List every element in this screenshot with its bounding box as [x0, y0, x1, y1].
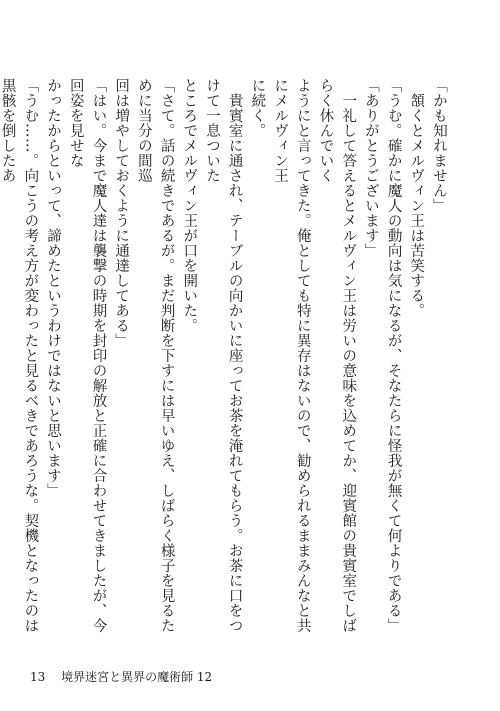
text-line: 貴賓室に通され、テーブルの向かいに座ってお茶を淹れてもらう。お茶に口をつけて一息ついた: [203, 78, 243, 633]
text-line: に続く。: [249, 78, 266, 138]
text-line: 回は増やしておくように通達してある」: [113, 78, 130, 348]
text-line: 「はい。今まで魔人達は襲撃の時期を封印の解放と正確に合わせてきましたが、今回姿を見せな: [67, 78, 107, 633]
text-line: ようにと言ってきた。俺としても特に異存はないので、勧められるままみんなと共にメルヴィン王: [272, 78, 311, 633]
text-line: 頷くとメルヴィン王は苦笑する。: [408, 78, 425, 318]
text-line: 一礼して答えるとメルヴィン王は労いの意味を込めてか、迎賓館の貴賓室でしばらく休んでいく: [317, 78, 357, 633]
text-line: 「うむ……。向こうの考え方が変わったと見るべきであろうな。契機となったのは黒骸を倒したあ: [0, 78, 39, 633]
book-title: 境界迷宮と異界の魔術師 12: [61, 670, 213, 684]
body-text: [0, 78, 450, 643]
page-footer: [30, 668, 212, 685]
text-line: ところでメルヴィン王が口を開いた。: [181, 78, 198, 333]
text-line: 「かも知れません」: [431, 78, 447, 213]
text-line: かったからといって、諦めたというわけではないと思います」: [45, 78, 62, 498]
text-line: 「さて。話の続きであるが。まだ判断を下すには早いゆえ、しばらく様子を見るために当分の間巡: [135, 78, 175, 633]
page-number: 13: [30, 670, 46, 684]
text-line: 「うむ。確かに魔人の動向は気になるが、そなたらに怪我が無くて何よりである」: [385, 78, 402, 633]
text-line: 「ありがとうございます」: [362, 78, 379, 258]
